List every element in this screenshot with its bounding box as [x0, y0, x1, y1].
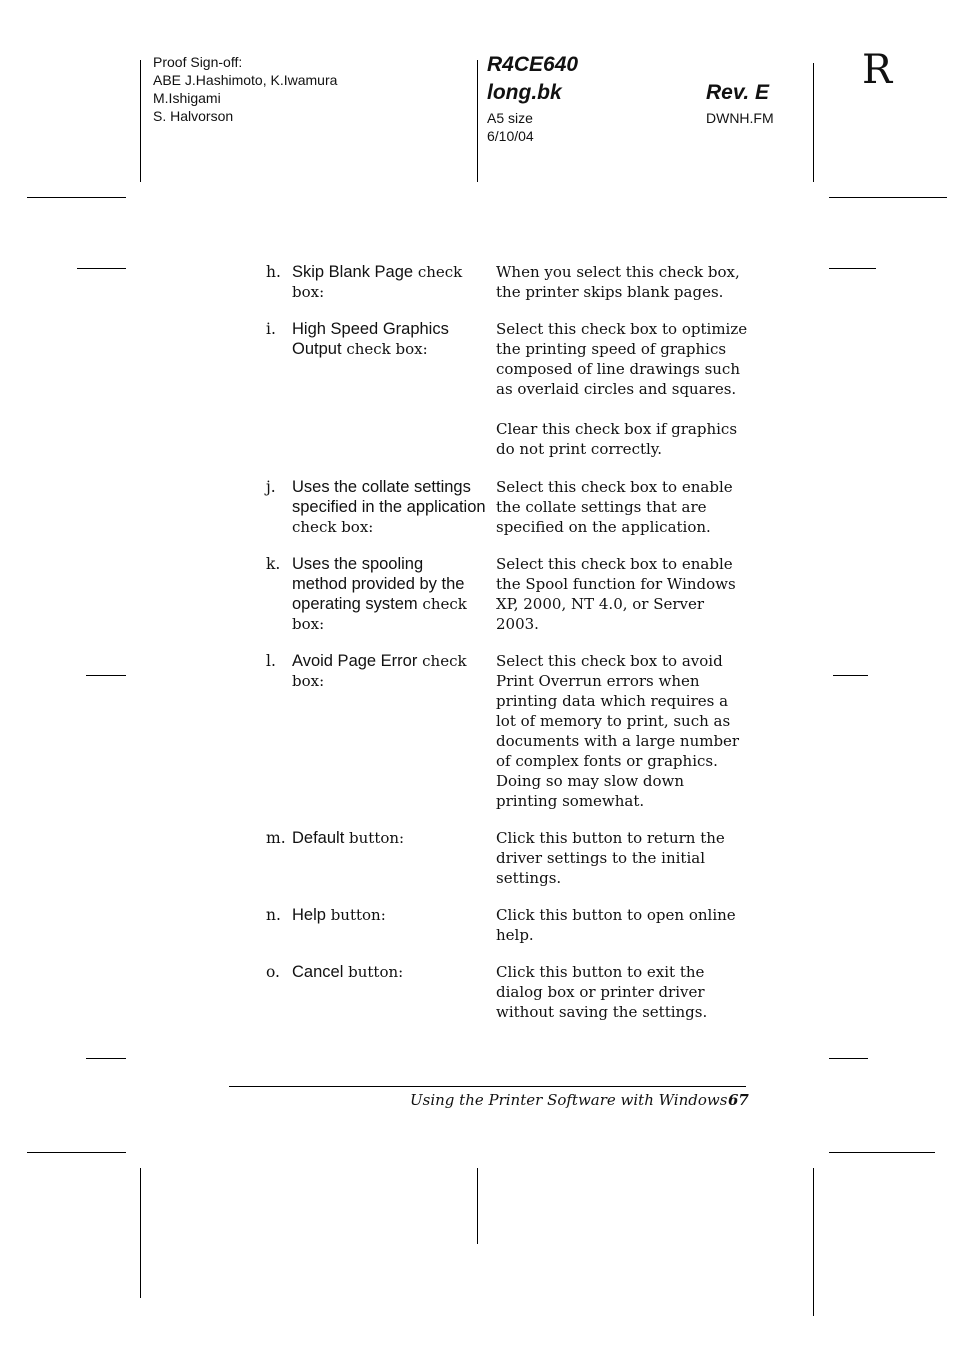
- description-paragraph: Select this check box to avoid Print Overrun errors when printing data which requires a lot of memory to print, such as documents with a large number of complex fonts or graphics. Doing so may slow down printing somewhat.: [496, 652, 740, 810]
- term-name: Default: [292, 829, 345, 847]
- crop-mark-horizontal: [833, 675, 868, 676]
- item-term: [292, 828, 487, 848]
- term-name: Uses the collate settings specified in the application: [292, 478, 486, 516]
- item-description: [496, 262, 748, 302]
- term-name: Skip Blank Page: [292, 263, 414, 281]
- term-suffix: check box:: [292, 652, 467, 690]
- crop-mark-vertical: [477, 1168, 478, 1244]
- crop-mark-vertical: [477, 60, 478, 182]
- description-paragraph: When you select this check box, the printer skips blank pages.: [496, 263, 740, 301]
- crop-mark-horizontal: [829, 197, 947, 198]
- item-term: [292, 651, 487, 691]
- item-letter: m.: [266, 829, 286, 847]
- description-paragraph: Click this button to return the driver settings to the initial settings.: [496, 829, 725, 887]
- crop-mark-horizontal: [27, 197, 126, 198]
- item-letter: l.: [266, 652, 276, 670]
- document-code-line1: R4CE640: [487, 53, 579, 76]
- paper-info: [487, 109, 534, 145]
- item-description: [496, 477, 748, 537]
- item-term: [292, 477, 487, 537]
- term-name: Avoid Page Error: [292, 652, 418, 670]
- crop-mark-vertical: [813, 1168, 814, 1316]
- item-description: [496, 905, 748, 945]
- paper-size: A5 size: [487, 110, 533, 126]
- item-letter: h.: [266, 263, 281, 281]
- crop-mark-horizontal: [77, 268, 126, 269]
- revision-label: Rev. E: [706, 81, 770, 104]
- crop-mark-horizontal: [829, 1058, 868, 1059]
- crop-mark-vertical: [140, 60, 141, 182]
- term-suffix: button:: [343, 963, 404, 981]
- proof-signoff: [153, 53, 337, 125]
- proof-line: M.Ishigami: [153, 90, 221, 106]
- crop-mark-horizontal: [829, 268, 876, 269]
- item-description: [496, 651, 748, 811]
- footer-chapter-title: Using the Printer Software with Windows: [410, 1091, 728, 1109]
- item-description: [496, 319, 748, 459]
- item-term: [292, 905, 487, 925]
- item-description: [496, 962, 748, 1022]
- proof-line: ABE J.Hashimoto, K.Iwamura: [153, 72, 338, 88]
- term-suffix: check box:: [341, 340, 428, 358]
- crop-mark-vertical: [140, 1168, 141, 1298]
- file-name: DWNH.FM: [706, 110, 774, 126]
- item-description: [496, 828, 748, 888]
- item-description: [496, 554, 748, 634]
- term-name: Uses the spooling method provided by the operating system: [292, 555, 465, 613]
- crop-mark-horizontal: [86, 1058, 126, 1059]
- item-term: [292, 262, 487, 302]
- crop-mark-horizontal: [27, 1152, 126, 1153]
- item-letter: j.: [266, 478, 276, 496]
- document-code-line2: long.bk: [487, 81, 562, 104]
- document-code: [487, 51, 578, 107]
- crop-mark-horizontal: [829, 1152, 935, 1153]
- item-term: [292, 554, 472, 634]
- crop-mark-horizontal: [86, 675, 126, 676]
- proof-line: S. Halvorson: [153, 108, 234, 124]
- page-number: 67: [728, 1091, 749, 1109]
- item-term: [292, 962, 487, 982]
- term-suffix: button:: [325, 906, 386, 924]
- term-suffix: check box:: [292, 595, 467, 633]
- term-suffix: check box:: [292, 518, 374, 536]
- item-term: [292, 319, 487, 359]
- description-paragraph: Click this button to exit the dialog box or printer driver without saving the settings.: [496, 963, 708, 1021]
- crop-mark-vertical: [813, 63, 814, 182]
- term-suffix: check box:: [292, 263, 463, 301]
- corner-mark: R: [862, 47, 893, 93]
- description-paragraph: Select this check box to optimize the printing speed of graphics composed of line drawings such as overlaid circles and squares.: [496, 320, 748, 398]
- footer-rule: [229, 1086, 746, 1087]
- print-date: 6/10/04: [487, 128, 534, 144]
- description-paragraph: Select this check box to enable the Spool function for Windows XP, 2000, NT 4.0, or Server 2003.: [496, 555, 736, 633]
- term-name: High Speed Graphics Output: [292, 320, 449, 358]
- item-letter: o.: [266, 963, 280, 981]
- term-suffix: button:: [344, 829, 405, 847]
- description-paragraph: Select this check box to enable the collate settings that are specified on the application.: [496, 478, 733, 536]
- term-name: Help: [292, 906, 326, 924]
- description-paragraph: Clear this check box if graphics do not print correctly.: [496, 420, 738, 458]
- proof-line: Proof Sign-off:: [153, 54, 243, 70]
- item-letter: k.: [266, 555, 281, 573]
- term-name: Cancel: [292, 963, 344, 981]
- item-letter: i.: [266, 320, 276, 338]
- description-paragraph: Click this button to open online help.: [496, 906, 736, 944]
- item-letter: n.: [266, 906, 281, 924]
